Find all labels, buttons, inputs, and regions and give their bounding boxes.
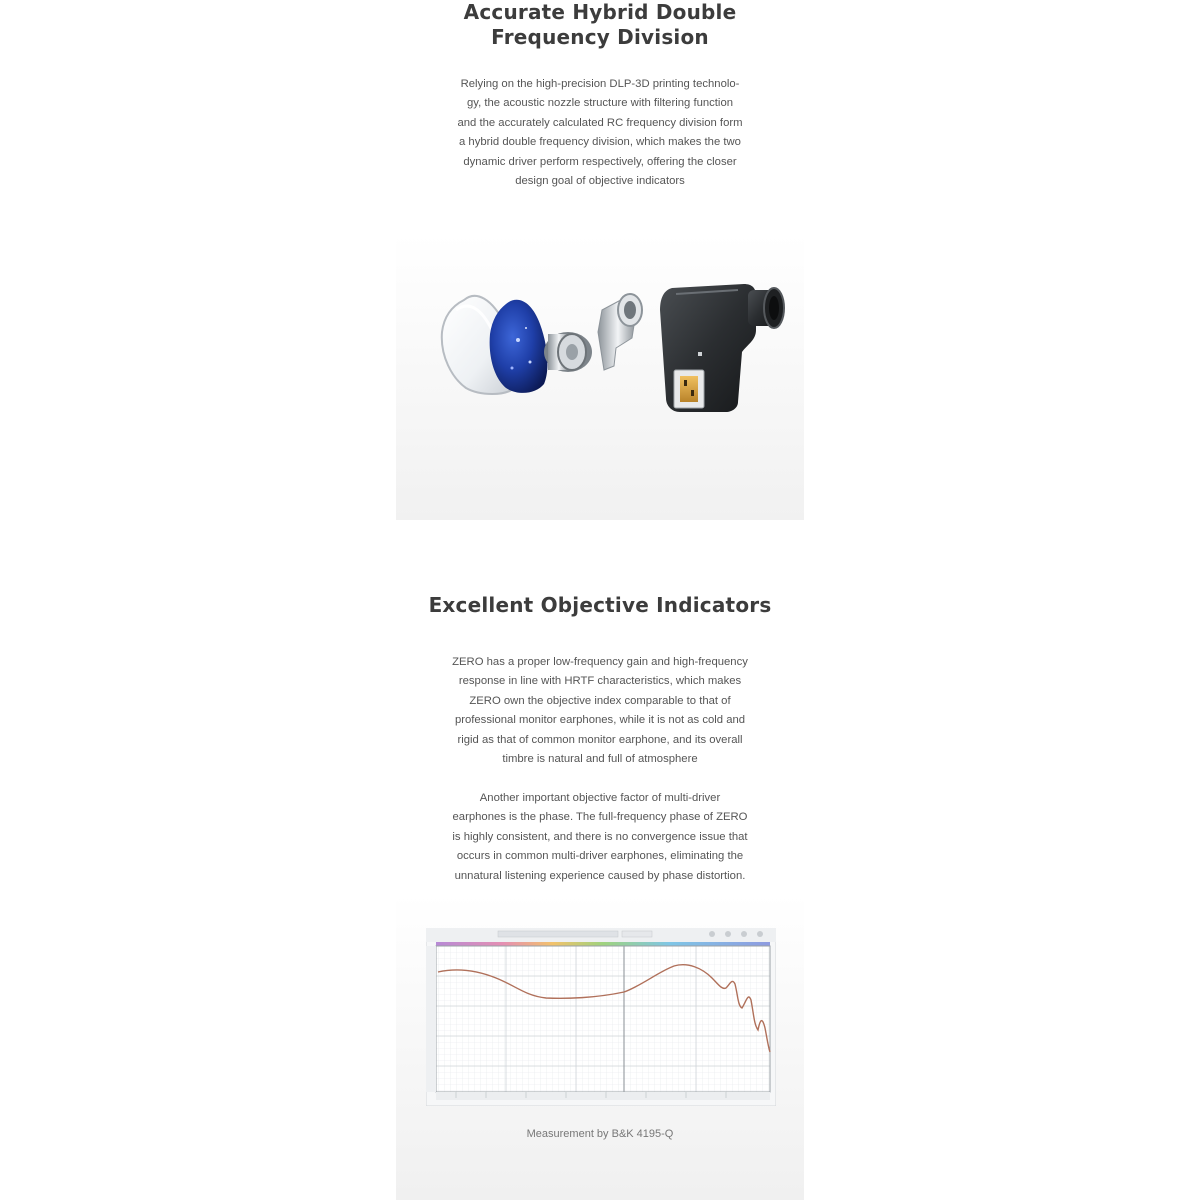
body-line: ZERO own the objective index comparable to that of xyxy=(469,694,731,707)
body-line: Another important objective factor of multi-driver xyxy=(479,792,721,804)
title-line: Frequency Division xyxy=(491,25,709,49)
graph-caption: Measurement by B&K 4195-Q xyxy=(526,1128,674,1140)
body-line: response in line with HRTF characteristics, which makes xyxy=(458,675,742,688)
page-column xyxy=(396,0,804,1200)
nozzle-bracket xyxy=(598,294,642,370)
body-line: occurs in common multi-driver earphones, eliminating the xyxy=(456,850,744,863)
hybrid-division-section xyxy=(396,0,804,520)
spectrum-band xyxy=(436,942,770,946)
body-line: rigid as that of common monitor earphone, and its overall xyxy=(457,733,743,746)
earphone-exploded-view-icon xyxy=(426,270,786,430)
body-line: a hybrid double frequency division, which makes the two xyxy=(459,136,741,149)
body-line: and the accurately calculated RC frequency division form xyxy=(457,116,743,129)
body-line: earphones is the phase. The full-frequency phase of ZERO xyxy=(452,811,748,824)
body-line: professional monitor earphones, while it is not as cold and xyxy=(454,714,746,727)
body-line: gy, the acoustic nozzle structure with filtering function xyxy=(466,97,734,110)
body-line: ZERO has a proper low-frequency gain and high-frequency xyxy=(452,656,748,668)
dynamic-driver xyxy=(544,332,592,372)
dark-shell-body xyxy=(660,284,784,412)
section-title xyxy=(396,0,804,50)
body-line: timbre is natural and full of atmosphere xyxy=(502,753,698,766)
section-title: Excellent Objective Indicators xyxy=(428,593,772,617)
body-line: is highly consistent, and there is no convergence issue that xyxy=(452,830,748,843)
body-line: unnatural listening experience caused by phase distortion. xyxy=(454,869,746,882)
body-line: dynamic driver perform respectively, offering the closer xyxy=(463,155,737,168)
section-body-paragraph-2 xyxy=(435,789,765,886)
body-line: Relying on the high-precision DLP-3D printing technolo- xyxy=(460,78,740,90)
section-body xyxy=(440,75,760,191)
body-line: design goal of objective indicators xyxy=(515,175,685,188)
frequency-response-graph-icon xyxy=(426,928,776,1106)
title-line: Accurate Hybrid Double xyxy=(463,0,737,24)
section-body-paragraph-1 xyxy=(435,653,765,769)
